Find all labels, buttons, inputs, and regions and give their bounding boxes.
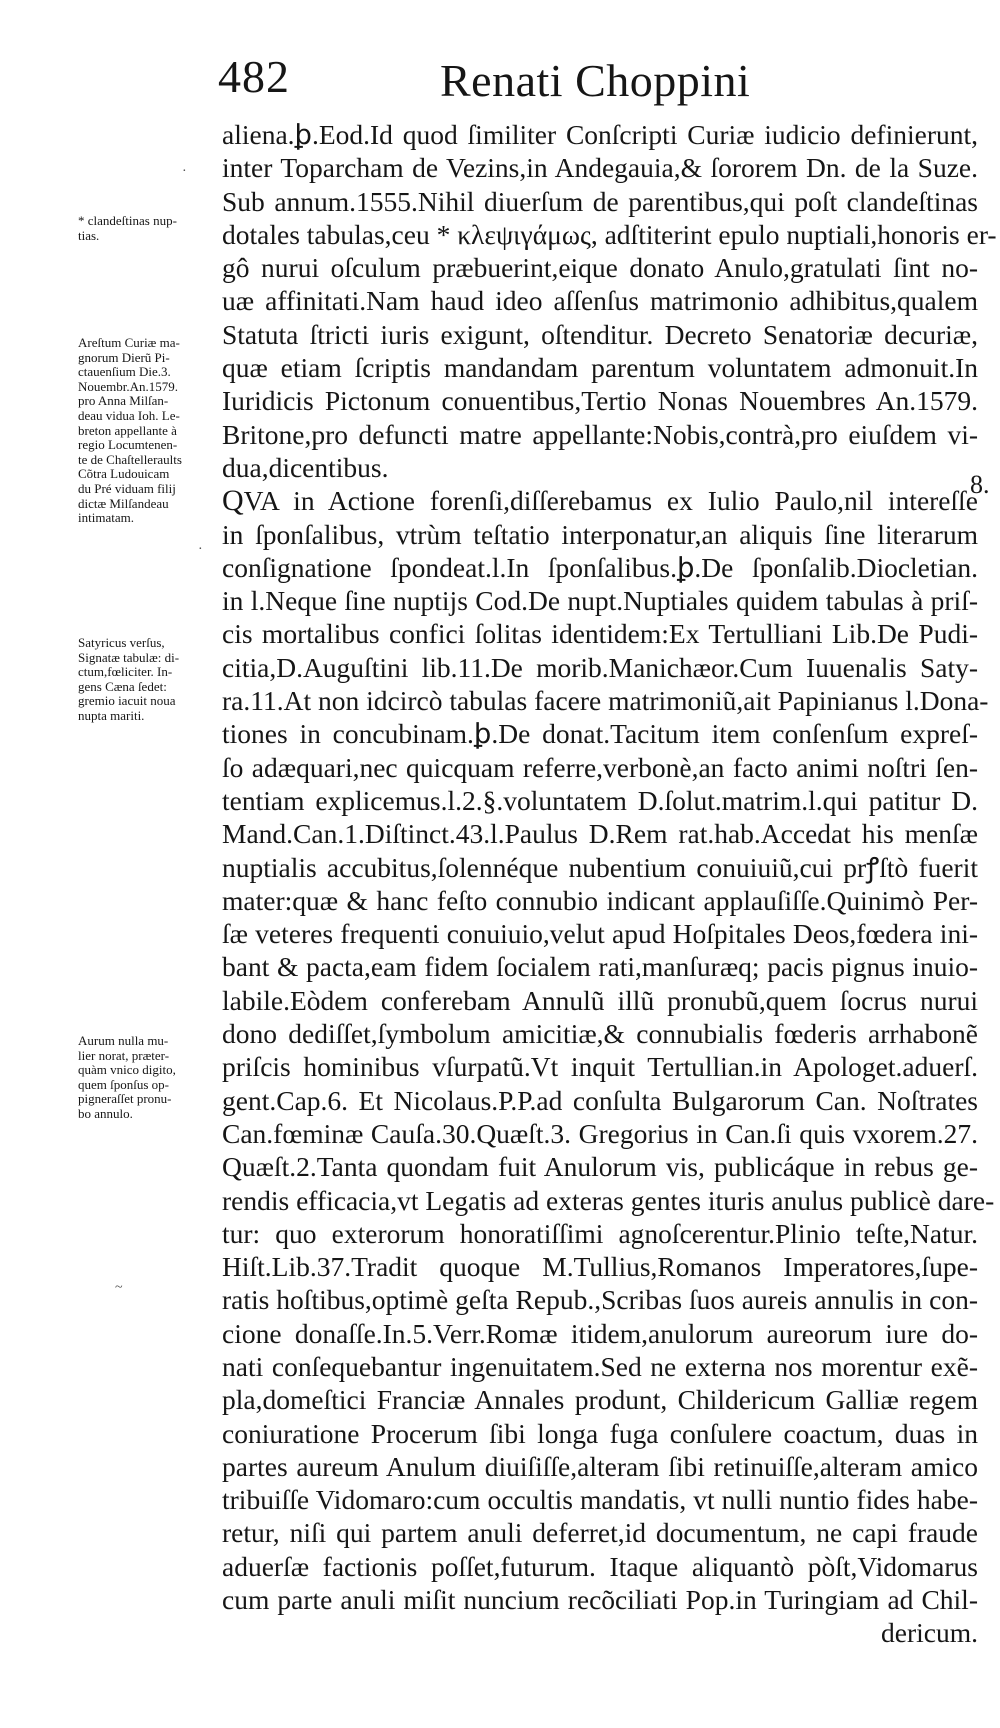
text-line: priſcis hominibus vſurpatũ.Vt inquit Tertullian.in Apologet.aduerſ. — [222, 1051, 978, 1083]
text-line: bant & pacta,eam fidem ſocialem rati,manſuræq; pacis pignus inuio- — [222, 951, 978, 983]
page-number: 482 — [218, 51, 290, 102]
sidenote-line: ctauenſium Die.3. — [78, 364, 171, 380]
sidenote-line: Cõtra Ludouicam — [78, 466, 170, 482]
text-line: uæ affinitati.Nam haud ideo aſſenſus matrimonio adhibitus,qualem — [222, 285, 978, 317]
sidenote-line: Satyricus verſus, — [78, 635, 165, 650]
text-line: Can.fœminæ Cauſa.30.Quæſt.3. Gregorius in Can.ſi quis vxorem.27. — [222, 1117, 978, 1149]
paragraph-start-line: QVA in Actione forenſi,diſſerebamus ex Iulio Paulo,nil intereſſe — [222, 484, 978, 518]
text-line: pla,domeſtici Franciæ Annales produnt, Childericum Galliæ regem — [222, 1384, 978, 1416]
sidenote-line: pro Anna Milſan- — [78, 393, 169, 409]
text-line: mater:quæ & hanc feſto connubio indicant applauſiſſe.Quinimò Per- — [222, 884, 978, 916]
sidenote-line: gens Cæna ſedet: — [78, 678, 167, 694]
text-line: coniuratione Procerum ſibi longa fuga conſulere coactum, duas in — [222, 1417, 978, 1449]
running-head: Renati Choppini — [440, 55, 751, 106]
text-line: in l.Neque ſine nuptijs Cod.De nupt.Nuptiales quidem tabulas à priſ- — [222, 585, 978, 617]
text-line: retur, niſi qui partem anuli deferret,id documentum, ne capi fraude — [222, 1517, 978, 1549]
sidenote-line: Signatæ tabulæ: di- — [78, 649, 180, 665]
text-line: tiones in concubinam.ꝧ.De donat.Tacitum item conſenſum expreſ- — [222, 718, 978, 750]
sidenote-line: * clandeſtinas nup- — [78, 213, 177, 228]
text-line: labile.Eòdem conferebam Annulũ illũ pronubũ,quem ſocrus nurui — [222, 984, 978, 1016]
main-text-block — [222, 118, 997, 1650]
text-line: gent.Cap.6. Et Nicolaus.P.P.ad conſulta Bulgarorum Can. Noſtrates — [222, 1084, 978, 1116]
text-line: dericum. — [881, 1617, 978, 1649]
stray-ink-mark: · — [198, 542, 203, 557]
sidenote-line: breton appellante à — [78, 422, 177, 438]
text-line: dono dediſſet,ſymbolum amicitiæ,& connubialis fœderis arrhabonẽ — [222, 1018, 978, 1050]
text-line: tentiam explicemus.l.2.§.voluntatem D.ſolut.matrim.l.qui patitur D. — [222, 784, 978, 816]
text-line: partes aureum Anulum diuiſiſſe,alteram ſibi retinuiſſe,alteram amico — [222, 1450, 978, 1482]
sidenote-line: nupta mariti. — [78, 707, 145, 723]
sidenote-clandestinas — [78, 214, 228, 243]
text-line: dua,dicentibus. — [222, 451, 389, 483]
sidenote-line: deau vidua Ioh. Le- — [78, 407, 180, 423]
sidenote-line: quem ſponſus op- — [78, 1076, 169, 1092]
text-line: aduerſæ factionis poſſet,futurum. Itaque aliquantò pòſt,Vidomarus — [222, 1550, 978, 1582]
sidenote-line: du Pré viduam filij — [78, 480, 176, 496]
sidenote-line: gremio iacuit noua — [78, 693, 176, 709]
sidenote-line: Areſtum Curiæ ma- — [78, 335, 180, 350]
text-line: cione donaſſe.In.5.Verr.Romæ itidem,anulorum aureorum iure do- — [222, 1317, 978, 1349]
sidenote-line: lier norat, præter- — [78, 1047, 170, 1063]
sidenote-line: quàm vnico digito, — [78, 1062, 176, 1078]
text-line: ſæ veteres frequenti conuiuio,velut apud Hoſpitales Deos,fœdera ini- — [222, 918, 978, 950]
sidenote-line: regio Locumtenen- — [78, 437, 178, 453]
sidenote-line: bo annulo. — [78, 1105, 133, 1121]
text-line: Mand.Can.1.Diſtinct.43.l.Paulus D.Rem rat.hab.Accedat his menſæ — [222, 818, 978, 850]
text-line: cis mortalibus confici ſolitas identidem:Ex Tertulliani Lib.De Pudi- — [222, 618, 978, 650]
sidenote-line: Aurum nulla mu- — [78, 1033, 169, 1048]
text-line: tur: quo exterorum honoratiſſimi agnoſcerentur.Plinio teſte,Natur. — [222, 1217, 978, 1249]
text-line: nuptialis accubitus,ſolennéque nubentium conuiuiũ,cui prꝭſtò fuerit — [222, 851, 978, 883]
text-line: Statuta ſtricti iuris exigunt, oſtenditur. Decreto Senatoriæ decuriæ, — [222, 318, 978, 350]
stray-ink-mark: ~ — [115, 1280, 123, 1295]
margin-section-number: 8. — [970, 470, 990, 499]
sidenote-aurum — [78, 1034, 228, 1122]
sidenote-line: intimatam. — [78, 510, 134, 526]
sidenote-line: tias. — [78, 227, 100, 243]
text-line: inter Toparcham de Vezins,in Andegauia,& ſororem Dn. de la Suze. — [222, 152, 978, 184]
text-line: Hiſt.Lib.37.Tradit quoque M.Tullius,Romanos Imperatores,ſupe- — [222, 1251, 978, 1283]
text-line: citia,D.Auguſtini lib.11.De morib.Manichæor.Cum Iuuenalis Saty- — [222, 651, 978, 683]
sidenote-line: ctum,fœliciter. In- — [78, 664, 173, 680]
sidenote-satyricus — [78, 636, 228, 724]
sidenote-line: Nouembr.An.1579. — [78, 378, 179, 394]
text-line: cum parte anuli miſit nuncium recõciliati Pop.in Turingiam ad Chil- — [222, 1584, 978, 1616]
text-line: conſignatione ſpondeat.l.In ſponſalibus.ꝧ.De ſponſalib.Diocletian. — [222, 551, 978, 583]
text-line: dotales tabulas,ceu * κλεψιγάμως, adſtiterint epulo nuptiali,honoris er- — [222, 218, 997, 250]
text-line: aliena.ꝧ.Eod.Id quod ſimiliter Conſcripti Curiæ iudicio definierunt, — [222, 119, 978, 150]
text-line: rendis efficacia,vt Legatis ad exteras gentes ituris anulus publicè dare- — [222, 1184, 995, 1216]
sidenote-line: dictæ Milſandeau — [78, 495, 169, 511]
text-line: Quæſt.2.Tanta quondam fuit Anulorum vis, publicáque in rebus ge- — [222, 1151, 978, 1183]
text-line: tribuiſſe Vidomaro:cum occultis mandatis, vt nulli nuntio fides habe- — [222, 1484, 978, 1516]
text-line: ſo adæquari,nec quicquam referre,verbonè,an facto animi noſtri ſen- — [222, 751, 978, 783]
text-line: quæ etiam ſcriptis mandandam parentum voluntatem admonuit.In — [222, 352, 978, 384]
sidenote-line: gnorum Dierũ Pi- — [78, 349, 170, 365]
text-line: Sub annum.1555.Nihil diuerſum de parentibus,qui poſt clandeſtinas — [222, 185, 978, 217]
text-line: ra.11.At non idcircò tabulas facere matrimoniũ,ait Papinianus l.Dona- — [222, 685, 989, 717]
text-line: Britone,pro defuncti matre appellante:Nobis,contrà,pro eiuſdem vi- — [222, 418, 978, 450]
text-line: nati conſequebantur ingenuitatem.Sed ne externa nos morentur exẽ- — [222, 1350, 978, 1382]
text-line: Iuridicis Pictonum conuentibus,Tertio Nonas Nouembres An.1579. — [222, 385, 978, 417]
sidenote-line: pigneraſſet pronu- — [78, 1091, 172, 1107]
text-line: in ſponſalibus, vtrùm teſtatio interponatur,an aliquis ſine literarum — [222, 518, 978, 550]
sidenote-line: te de Chaſtelleraults — [78, 451, 182, 467]
sidenote-arrest — [78, 336, 228, 526]
text-line: ratis hoſtibus,optimè geſta Repub.,Scribas ſuos aureis annulis in con- — [222, 1284, 978, 1316]
text-line: gô nurui oſculum præbuerint,eique donato Anulo,gratulati ſint no- — [222, 252, 978, 284]
stray-ink-mark: · — [182, 164, 187, 179]
